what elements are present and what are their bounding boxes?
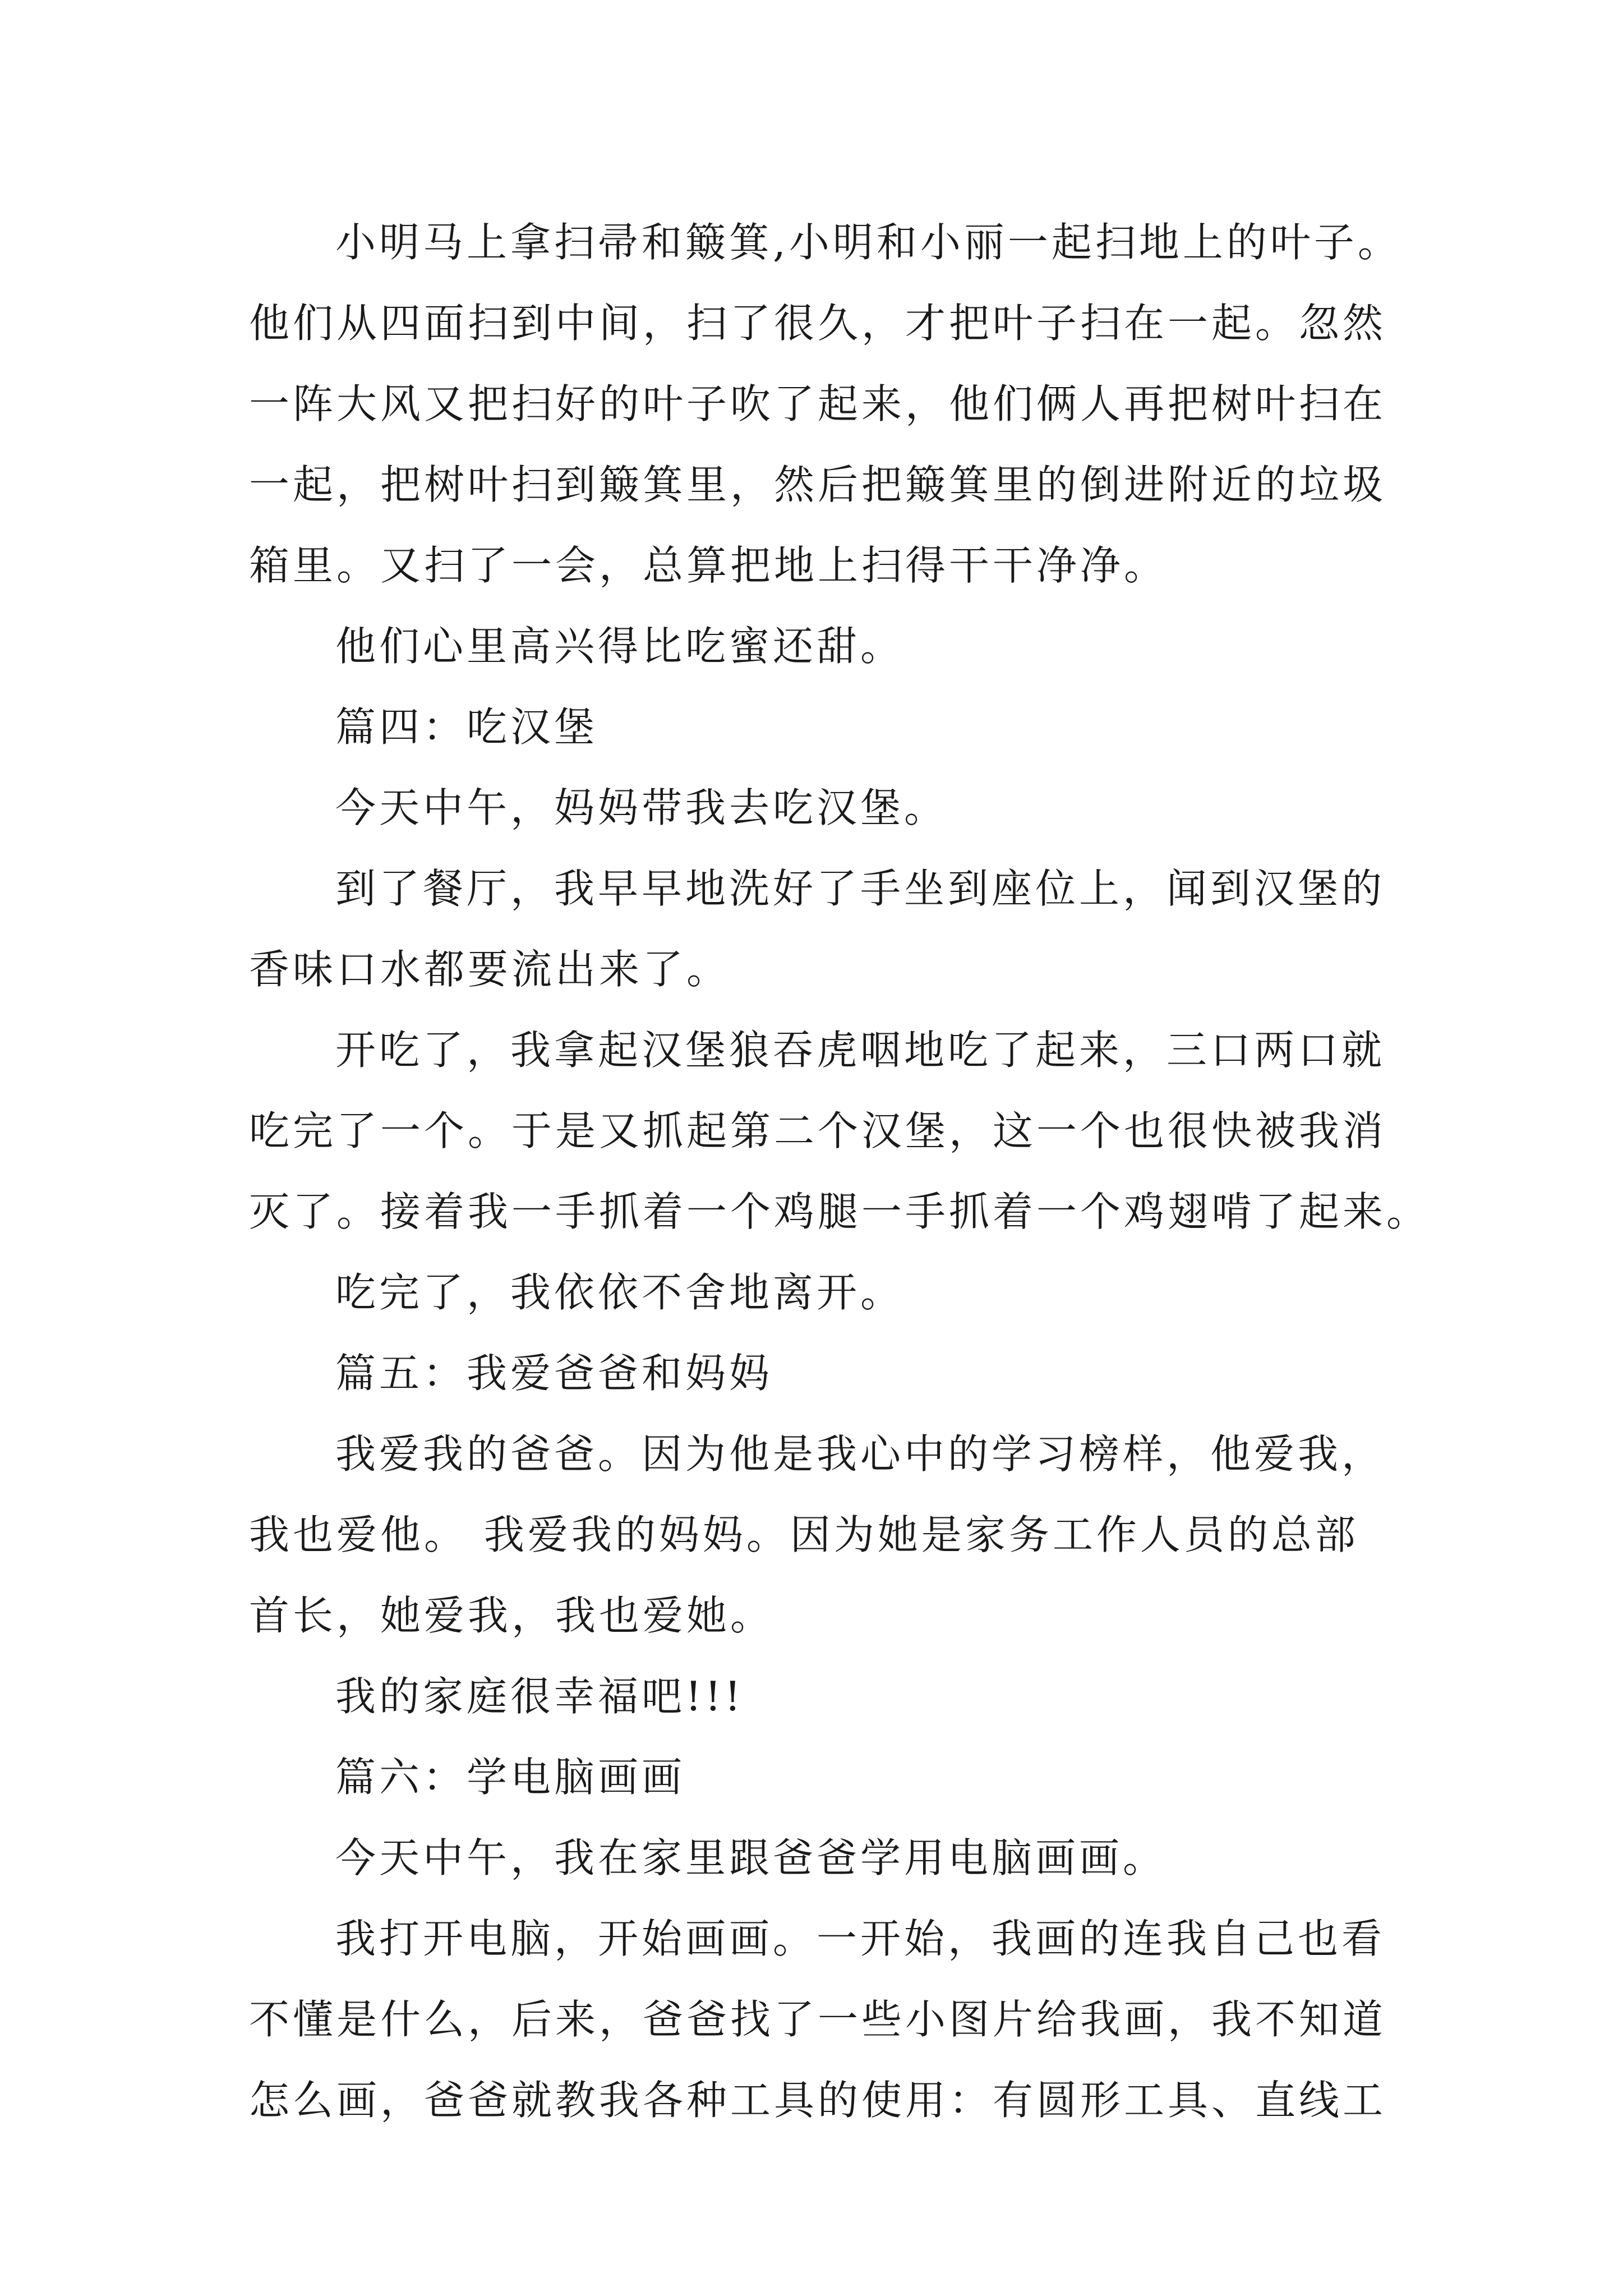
text-line: 到了餐厅，我早早地洗好了手坐到座位上，闻到汉堡的 (335, 865, 1386, 912)
text-line: 怎么画，爸爸就教我各种工具的使用：有圆形工具、直线工 (249, 2077, 1387, 2124)
text-line: 我也爱他。 我爱我的妈妈。因为她是家务工作人员的总部 (249, 1511, 1359, 1558)
text-line: 小明马上拿扫帚和簸箕,小明和小丽一起扫地上的叶子。 (335, 219, 1401, 266)
text-line: 香味口水都要流出来了。 (249, 946, 731, 993)
text-line: 他们从四面扫到中间，扫了很久，才把叶子扫在一起。忽然 (249, 300, 1387, 347)
section-heading: 篇四：吃汉堡 (335, 703, 598, 751)
text-line: 吃完了，我依依不舍地离开。 (335, 1269, 905, 1316)
text-line: 我打开电脑，开始画画。一开始，我画的连我自己也看 (335, 1915, 1386, 1962)
text-line: 一起，把树叶扫到簸箕里，然后把簸箕里的倒进附近的垃圾 (249, 461, 1387, 508)
text-line: 他们心里高兴得比吃蜜还甜。 (335, 623, 905, 670)
section-heading: 篇六：学电脑画画 (335, 1754, 686, 1801)
text-line: 灭了。接着我一手抓着一个鸡腿一手抓着一个鸡翅啃了起来。 (249, 1188, 1431, 1235)
section-heading: 篇五：我爱爸爸和妈妈 (335, 1350, 773, 1397)
text-line: 今天中午，妈妈带我去吃汉堡。 (335, 784, 948, 831)
text-line: 开吃了，我拿起汉堡狼吞虎咽地吃了起来，三口两口就 (335, 1027, 1386, 1074)
text-line: 今天中午，我在家里跟爸爸学用电脑画画。 (335, 1834, 1167, 1881)
text-line: 我爱我的爸爸。因为他是我心中的学习榜样，他爱我， (335, 1430, 1386, 1478)
text-line: 我的家庭很幸福吧!!! (335, 1673, 744, 1720)
text-line: 吃完了一个。于是又抓起第二个汉堡，这一个也很快被我消 (249, 1107, 1387, 1154)
text-line: 不懂是什么，后来，爸爸找了一些小图片给我画，我不知道 (249, 1996, 1387, 2043)
text-line: 首长，她爱我，我也爱她。 (249, 1592, 774, 1639)
text-line: 一阵大风又把扫好的叶子吹了起来，他们俩人再把树叶扫在 (249, 380, 1387, 427)
text-line: 箱里。又扫了一会，总算把地上扫得干干净净。 (249, 542, 1168, 589)
